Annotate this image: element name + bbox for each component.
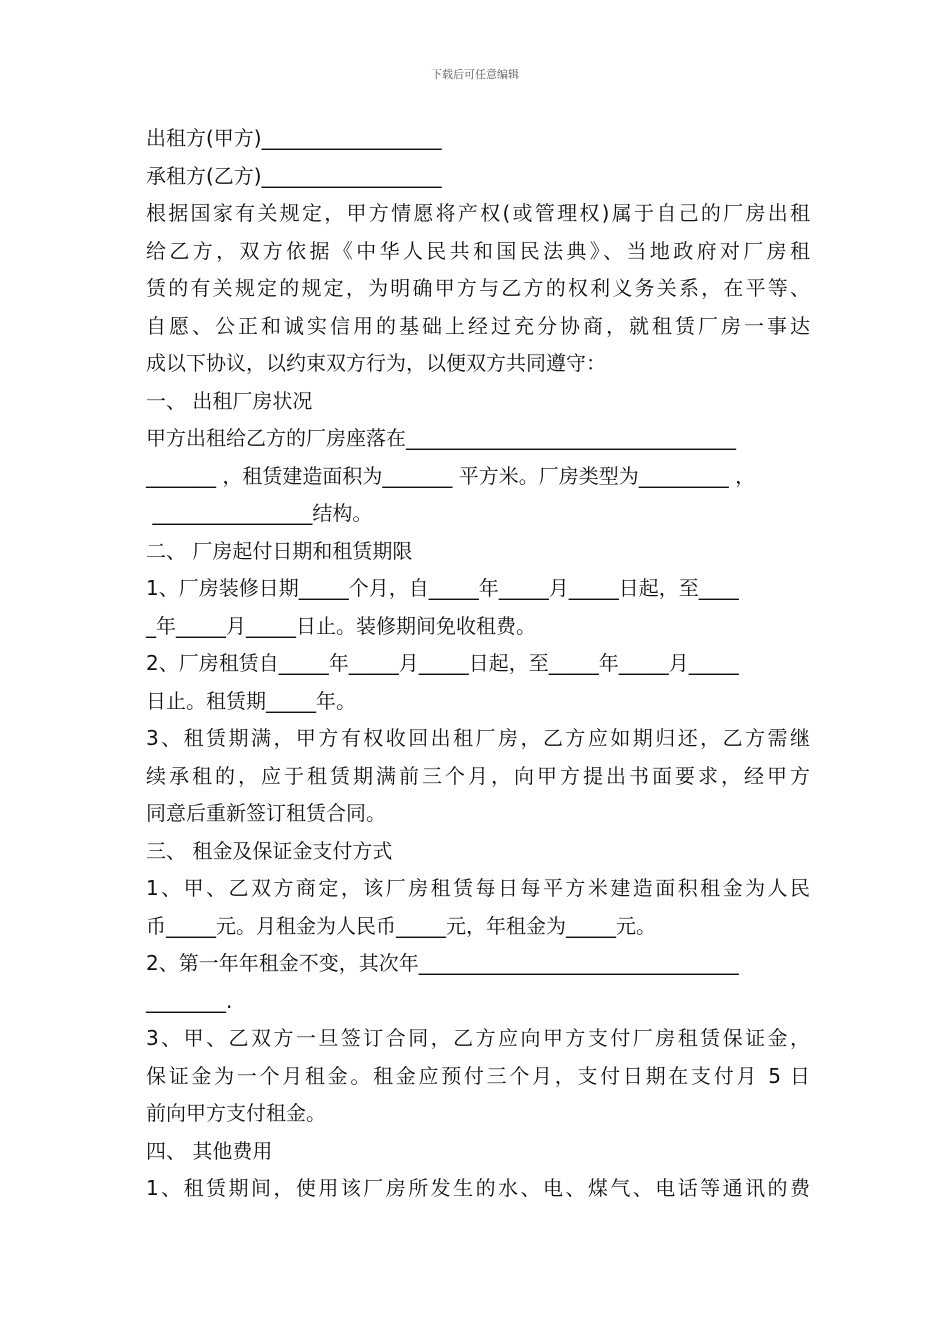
section-heading: 一、 出租厂房状况 <box>146 388 313 413</box>
paragraph-line: ________. <box>146 988 233 1013</box>
paragraph-line: 赁的有关规定的规定，为明确甲方与乙方的权利义务关系，在平等、 <box>146 276 810 300</box>
paragraph-line: 保证金为一个月租金。租金应预付三个月，支付日期在支付月 5 日 <box>146 1063 810 1088</box>
lessor-line: 出租方(甲方)__________________ <box>146 126 442 150</box>
paragraph-line: 2、厂房租赁自_____年_____月_____日起，至_____年_____月_____ <box>146 651 739 675</box>
paragraph-line: _年_____月_____日止。装修期间免收租费。 <box>146 613 536 638</box>
paragraph-line: 日止。租赁期_____年。 <box>146 688 356 713</box>
paragraph-line: 1、甲、乙双方商定，该厂房租赁每日每平方米建造面积租金为人民 <box>146 876 810 900</box>
document-body <box>146 120 810 1208</box>
paragraph-line: 甲方出租给乙方的厂房座落在_________________________________ <box>146 426 736 450</box>
paragraph-line: 成以下协议，以约束双方行为，以便双方共同遵守： <box>146 351 606 375</box>
paragraph-line: 给乙方，双方依据《中华人民共和国民法典》、当地政府对厂房租 <box>146 238 810 263</box>
paragraph-line: 3、租赁期满，甲方有权收回出租厂房，乙方应如期归还，乙方需继 <box>146 726 810 750</box>
paragraph-line: 2、第一年年租金不变，其次年________________________________ <box>146 951 739 975</box>
lessee-line: 承租方(乙方)__________________ <box>146 163 442 188</box>
paragraph-line: 前向甲方支付租金。 <box>146 1101 326 1125</box>
paragraph-line: 1、厂房装修日期_____个月，自_____年_____月_____日起，至____ <box>146 576 739 600</box>
paragraph-line: 3、甲、乙双方一旦签订合同，乙方应向甲方支付厂房租赁保证金， <box>146 1026 810 1050</box>
paragraph-line: 1、租赁期间，使用该厂房所发生的水、电、煤气、电话等通讯的费 <box>146 1176 810 1200</box>
paragraph-line: 同意后重新签订租赁合同。 <box>146 801 386 825</box>
paragraph-line: _______ ，租赁建造面积为_______ 平方米。厂房类型为_________ ， <box>146 463 756 488</box>
paragraph-line: 续承租的，应于租赁期满前三个月，向甲方提出书面要求，经甲方 <box>146 763 810 788</box>
section-heading: 三、 租金及保证金支付方式 <box>146 838 393 863</box>
paragraph-line: ________________结构。 <box>146 501 373 525</box>
section-heading: 四、 其他费用 <box>146 1138 273 1163</box>
paragraph-line: 根据国家有关规定，甲方情愿将产权(或管理权)属于自己的厂房出租 <box>146 201 810 225</box>
paragraph-line: 自愿、公正和诚实信用的基础上经过充分协商，就租赁厂房一事达 <box>146 313 810 338</box>
paragraph-line: 币_____元。月租金为人民币_____元，年租金为_____元。 <box>146 913 656 938</box>
page-header-note: 下载后可任意编辑 <box>431 68 519 81</box>
section-heading: 二、 厂房起付日期和租赁期限 <box>146 538 413 563</box>
